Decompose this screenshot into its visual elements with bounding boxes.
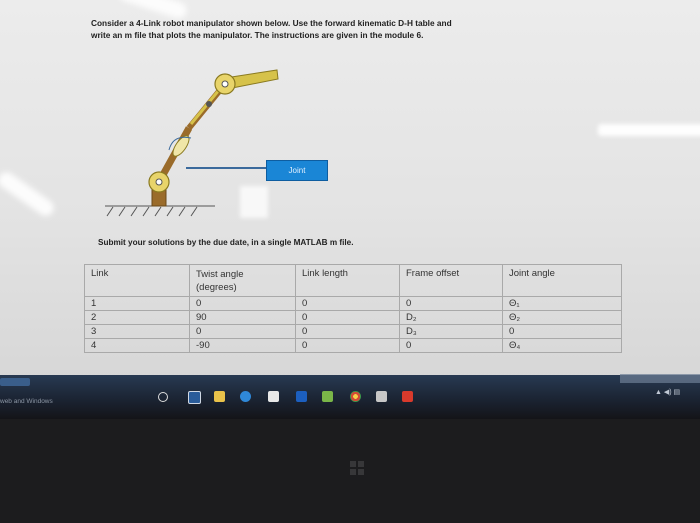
- cell-length: 0: [296, 311, 400, 325]
- robot-manipulator-illustration: [95, 64, 285, 224]
- app-icon[interactable]: [322, 391, 333, 402]
- edge-icon[interactable]: [240, 391, 251, 402]
- pdf-icon[interactable]: [402, 391, 413, 402]
- joint-3-marker: [206, 101, 212, 107]
- cell-link: 2: [85, 311, 190, 325]
- cell-offset: 0: [400, 297, 503, 311]
- cell-link: 1: [85, 297, 190, 311]
- column-header-link: Link: [85, 265, 190, 297]
- cell-joint: Θ₂: [503, 311, 622, 325]
- screen-glare: [598, 124, 700, 136]
- cell-twist: 0: [190, 325, 296, 339]
- problem-line: Consider a 4-Link robot manipulator shown below. Use the forward kinematic D-H table and: [91, 18, 452, 28]
- task-view-icon[interactable]: [188, 391, 201, 404]
- cortana-circle-icon[interactable]: [158, 392, 168, 402]
- cell-twist: 90: [190, 311, 296, 325]
- column-header-joint-angle: Joint angle: [503, 265, 622, 297]
- table-row: [85, 311, 622, 325]
- joint-callout-line: [186, 167, 267, 169]
- chrome-icon[interactable]: [350, 391, 361, 402]
- table-row: [85, 339, 622, 353]
- cell-length: 0: [296, 297, 400, 311]
- cell-twist: -90: [190, 339, 296, 353]
- cell-length: 0: [296, 325, 400, 339]
- system-tray-icons[interactable]: ▲ ◀) ▤: [655, 389, 681, 396]
- twist-header-line1: Twist angle: [196, 269, 244, 280]
- taskbar-search-box[interactable]: web and Windows: [0, 398, 53, 405]
- app-icon[interactable]: [296, 391, 307, 402]
- cell-joint: Θ₁: [503, 297, 622, 311]
- cell-joint: 0: [503, 325, 622, 339]
- problem-line: write an m file that plots the manipulator. The instructions are given in the module 6.: [91, 30, 424, 40]
- windows-logo-icon: [350, 461, 364, 475]
- file-explorer-icon[interactable]: [214, 391, 225, 402]
- cell-offset: 0: [400, 339, 503, 353]
- cell-twist: 0: [190, 297, 296, 311]
- system-tray-strip: [620, 374, 700, 383]
- ground-hatch: [107, 207, 197, 216]
- screen-glare: [0, 169, 57, 219]
- start-area[interactable]: [0, 378, 30, 386]
- cell-offset: D₃: [400, 325, 503, 339]
- joint-4-pin: [222, 81, 228, 87]
- column-header-twist-angle: [190, 265, 296, 297]
- app-icon[interactable]: [376, 391, 387, 402]
- link-3-slider: [191, 90, 219, 124]
- cell-link: 4: [85, 339, 190, 353]
- joint-1-pin: [156, 179, 162, 185]
- cell-length: 0: [296, 339, 400, 353]
- dh-parameter-table: [84, 264, 622, 353]
- store-icon[interactable]: [268, 391, 279, 402]
- column-header-frame-offset: Frame offset: [400, 265, 503, 297]
- table-row: [85, 325, 622, 339]
- table-row: [85, 297, 622, 311]
- column-header-link-length: Link length: [296, 265, 400, 297]
- problem-statement: [91, 17, 511, 41]
- cell-joint: Θ₄: [503, 339, 622, 353]
- twist-header-line2: (degrees): [196, 282, 237, 293]
- cell-offset: D₂: [400, 311, 503, 325]
- table-header-row: [85, 265, 622, 297]
- joint-label-box: Joint: [266, 160, 328, 181]
- cell-link: 3: [85, 325, 190, 339]
- submission-note: Submit your solutions by the due date, in a single MATLAB m file.: [98, 238, 354, 247]
